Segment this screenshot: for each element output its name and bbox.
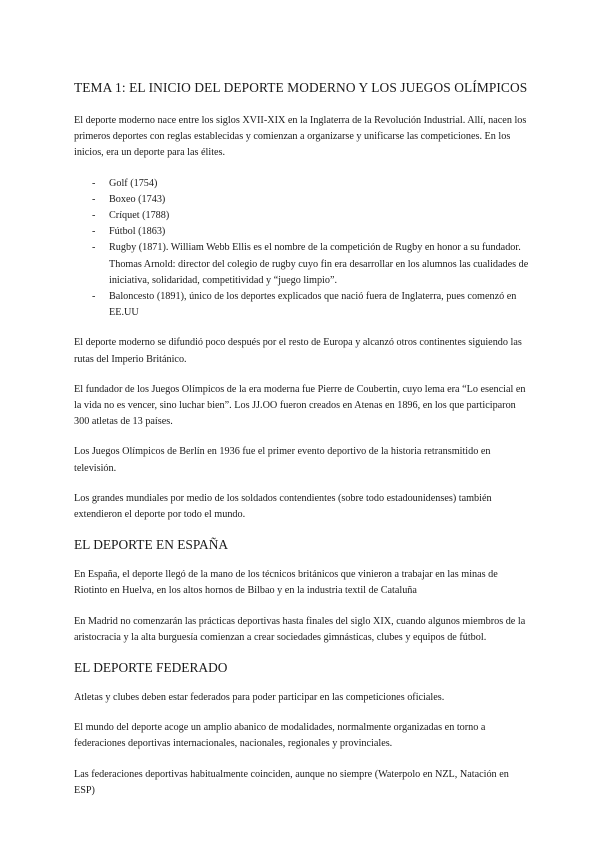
list-item: - Baloncesto (1891), único de los deportes explicados que nació fuera de Inglaterra, pues comenzó en EE.UU xyxy=(92,291,517,319)
list-item: - Golf (1754) xyxy=(92,176,532,192)
intro-paragraph: El deporte moderno nace entre los siglos XVII-XIX en la Inglaterra de la Revolución Industrial. Allí, nacen los primeros deportes con reglas establecidas y comienzan a organizarse y unificarse las competiciones. En los inicios, era un deporte para las élites. xyxy=(74,115,527,159)
document-title: TEMA 1: EL INICIO DEL DEPORTE MODERNO Y LOS JUEGOS OLÍMPICOS xyxy=(74,80,528,95)
list-bullet: - xyxy=(92,226,96,238)
paragraph: Los Juegos Olímpicos de Berlín en 1936 fue el primer evento deportivo de la historia retransmitido en televisión. xyxy=(74,446,491,474)
paragraph: Los grandes mundiales por medio de los soldados contendientes (sobre todo estadounidenses) también extendieron el deporte por todo el mundo. xyxy=(74,492,492,521)
list-bullet: - xyxy=(92,210,96,222)
paragraph: El mundo del deporte acoge un amplio abanico de modalidades, normalmente organizadas en torno a federaciones deportivas internacionales, nacionales, regionales y provinciales. xyxy=(74,722,486,750)
section-heading-spain: EL DEPORTE EN ESPAÑA xyxy=(74,537,229,553)
list-item: - Fútbol (1863) xyxy=(92,224,532,240)
list-item: - Rugby (1871). William Webb Ellis es el nombre de la competición de Rugby en honor a su fundador. Thomas Arnold: director del colegio de rugby cuyo fin era desarrollar en los alumnos las cualidades de iniciativa, solidaridad, competitividad y “juego limpio”. xyxy=(92,242,529,286)
list-bullet: - xyxy=(92,177,96,189)
list-item: - Críquet (1788) xyxy=(92,208,532,224)
paragraph: Atletas y clubes deben estar federados para poder participar en las competiciones oficiales. xyxy=(74,692,445,704)
paragraph: En España, el deporte llegó de la mano de los técnicos británicos que vinieron a trabajar en las minas de Riotinto en Huelva, en los altos hornos de Bilbao y en la industria textil de Cataluña xyxy=(74,569,498,597)
list-bullet: - xyxy=(92,193,96,205)
paragraph: Las federaciones deportivas habitualmente coinciden, aunque no siempre (Waterpolo en NZL, Natación en ESP) xyxy=(74,768,509,796)
paragraph: El deporte moderno se difundió poco después por el resto de Europa y alcanzó otros continentes siguiendo las rutas del Imperio Británico. xyxy=(74,337,522,365)
list-item: - Boxeo (1743) xyxy=(92,192,532,208)
list-bullet: - xyxy=(92,242,96,254)
paragraph: En Madrid no comenzarán las prácticas deportivas hasta finales del siglo XIX, cuando algunos miembros de la aristocracia y la alta burguesía comienzan a crear sociedades gimnásticas, clubes y equipos de fútbol. xyxy=(74,615,526,643)
section-heading-federado: EL DEPORTE FEDERADO xyxy=(74,660,228,676)
paragraph: El fundador de los Juegos Olímpicos de la era moderna fue Pierre de Coubertin, cuyo lema era “Lo esencial en la vida no es vencer, sino luchar bien”. Los JJ.OO fueron creados en Atenas en 1896, en los que participaron 300 atletas de 13 países. xyxy=(74,383,526,428)
list-bullet: - xyxy=(92,291,96,303)
sports-list xyxy=(74,176,532,322)
